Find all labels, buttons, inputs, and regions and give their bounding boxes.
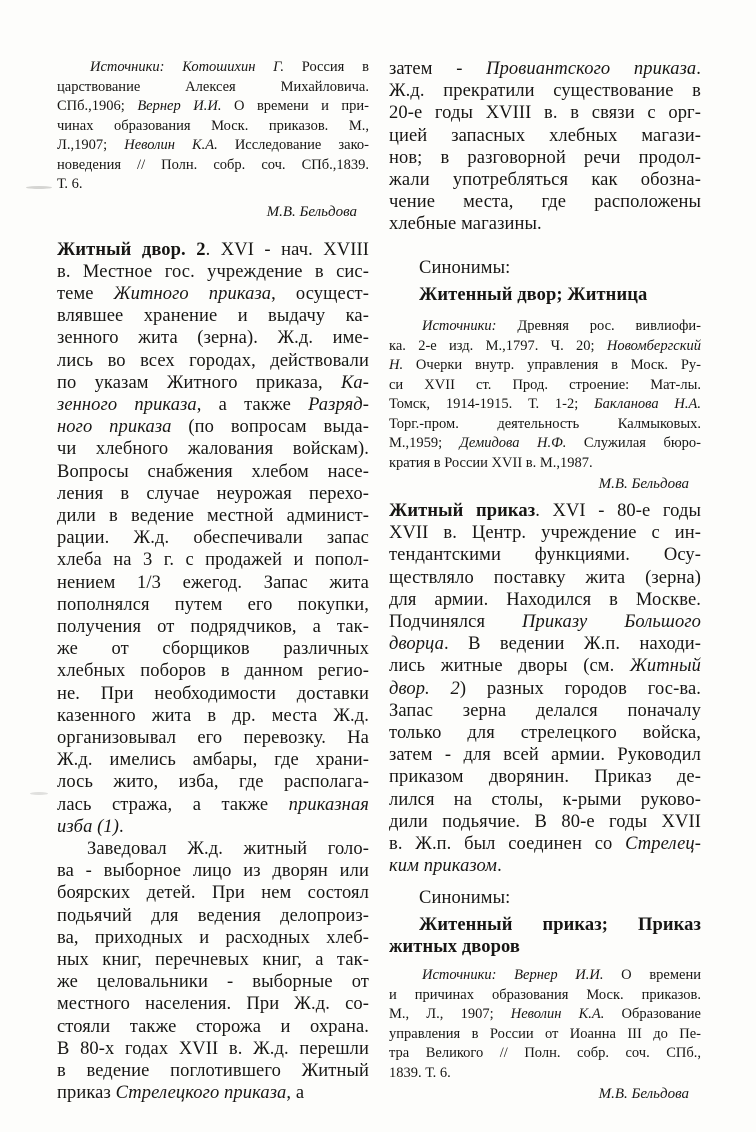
scan-artifact [30,792,48,795]
text-line: Запас зерна делался поначалу [389,700,701,721]
entry-zhitny-prikaz [389,500,701,877]
column-left [57,58,369,1104]
text-line: нов; в разговорной речи продол- [389,147,701,168]
text-line: в ведение поглотившего Житный [57,1061,369,1082]
text-line: стояли также сторожа и охрана. [57,1016,369,1037]
text-line: в. Местное гос. учреждение в сис- [57,261,369,282]
text-line: лился на столы, к-рыми руково- [389,789,701,810]
two-column-layout [57,58,701,1104]
text-line: местного населения. При Ж.д. со- [57,994,369,1015]
text-line: житных дворов [389,936,520,957]
text-line: ления в случае неурожая перехо- [57,483,369,504]
text-line: лось жито, изба, где располага- [57,772,369,793]
text-line: тра Великого // Полн. собр. соч. СПб., [389,1045,701,1062]
text-line: Синонимы: [419,888,511,909]
text-line: хлебных поборов в данном регио- [57,661,369,682]
text-line: Томск, 1914-1915. Т. 1-2; Бакланова Н.А. [389,396,701,413]
text-line: дили в ведение местной админист- [57,505,369,526]
text-line: царствование Алексея Михайловича. [57,78,369,95]
text-line: Синонимы: [419,257,511,278]
text-line: Житный приказ. XVI - 80-е годы [389,501,701,522]
text-line: только для стрелецкого войска, [389,723,701,744]
text-line: Источники: Котошихин Г. Россия в [90,59,369,75]
text-line: зенного приказа, а также Разряд- [57,394,369,415]
text-line: 1839. Т. 6. [389,1064,451,1081]
sources-zhitny-dvor-2 [389,317,701,473]
text-line: в. Ж.п. был соединен со Стрелец- [389,834,701,855]
text-line: хлебные магазины. [389,214,542,235]
text-line: ва - выборное лицо из дворян или [57,861,369,882]
text-line: Источники: Вернер И.И. О времени [422,967,702,984]
text-line: Т. 6. [57,176,83,192]
text-line: Источники: Древняя рос. вивлиофи- [422,318,701,335]
text-line: кратия в России XVII в. М.,1987. [389,454,593,471]
author-byline: М.В. Бельдова [266,203,357,220]
text-line: ва, приходных и расходных хлеб- [57,927,369,948]
text-line: управления в России от Иоанна III до Пе- [389,1025,701,1042]
column-right [389,58,701,1104]
text-line: Н. Очерки внутр. управления в Моск. Ру- [389,357,701,374]
text-line: ществляло поставку жита (зерна) [389,567,701,588]
text-line: же от сборщиков различных [57,639,369,660]
text-line: изба (1). [57,816,124,837]
text-line: лась стража, а также приказная [57,794,369,815]
text-line: XVII в. Центр. учреждение с ин- [389,523,701,544]
text-line: Торг.-пром. деятельность Калмыковых. [389,415,701,432]
text-line: зенного жита (зерна). Ж.д. име- [57,328,369,349]
text-line: Житенный приказ; Приказ [419,914,701,935]
text-line: тендантскими функциями. Осу- [389,545,701,566]
text-line: Заведовал Ж.д. житный голо- [87,838,369,859]
text-line: М., Л., 1907; Неволин К.А. Образование [389,1006,701,1023]
synonyms-terms [389,284,701,306]
text-line: новедения // Полн. собр. соч. СПб.,1839. [57,156,369,173]
text-line: лись во всех городах, действовали [57,350,369,371]
text-line: по указам Житного приказа, Ка- [57,372,369,393]
sources-zhitny-prikaz [389,966,701,1083]
text-line: чинах образования Моск. приказов. М., [57,117,369,134]
text-line: 20-е годы XVIII в. в связи с орг- [389,103,701,124]
text-line: М.,1959; Демидова Н.Ф. Служилая бюро- [389,435,702,452]
synonyms-label [389,887,701,909]
text-line: Ж.д. прекратили существование в [389,81,701,102]
text-line: ким приказом. [389,856,502,877]
scan-artifact [26,186,52,189]
text-line: СПб.,1906; Вернер И.И. О времени и при- [57,98,369,114]
synonyms-terms [389,914,701,958]
text-line: си XVII ст. Прод. строение: Мат-лы. [389,376,701,393]
text-line: же целовальники - выборные от [57,972,369,993]
text-line: Л.,1907; Неволин К.А. Исследование зако- [57,137,369,153]
text-line: казенного жита в др. места Ж.д. [57,705,369,726]
entry-zhitny-dvor-2-paragraph-2 [57,838,369,1104]
text-line: Житенный двор; Житница [419,284,648,305]
text-line: и причинах образования Моск. приказов. [389,986,701,1003]
text-line: Подчинялся Приказу Большого [389,612,701,633]
text-line: боярских детей. При нем состоял [57,883,369,904]
text-line: дворца. В ведении Ж.п. находи- [389,634,701,655]
text-line: рации. Ж.д. обеспечивали запас [57,528,369,549]
text-line: В 80-х годах XVII в. Ж.д. перешли [57,1038,369,1059]
synonyms-label [389,257,701,279]
author-byline: М.В. Бельдова [598,1086,689,1103]
text-line: получения от подрядчиков, а так- [57,616,369,637]
text-line: Ж.д. имелись амбары, где храни- [57,750,369,771]
text-line: для армии. Находился в Москве. [389,589,701,610]
text-line: ка. 2-е изд. М.,1797. Ч. 20; Новомбергский [389,337,701,354]
author-byline: М.В. Бельдова [598,476,689,493]
text-line: приказом дворянин. Приказ де- [389,767,701,788]
text-line: затем - Провиантского приказа. [389,59,701,79]
text-line: теме Житного приказа, осущест- [57,283,369,304]
text-line: дили подьячие. В 80-е годы XVII [389,811,701,832]
sources-zhitny-dvor-1 [57,58,369,195]
text-line: ных книг, перечневых книг, а так- [57,950,369,970]
text-line: лись житные дворы (см. Житный [389,656,701,677]
text-line: приказ Стрелецкого приказа, а [57,1083,305,1104]
entry-zhitny-dvor-2 [57,239,369,838]
text-line: чи хлебного жалования войскам). [57,439,369,460]
text-line: затем - для всей армии. Руководил [389,745,701,766]
text-line: не. При необходимости доставки [57,683,369,704]
text-line: Житный двор. 2. XVI - нач. XVIII [57,239,370,260]
text-line: Вопросы снабжения хлебом насе- [57,461,369,482]
text-line: чение места, где расположены [389,192,701,213]
text-line: нением 1/3 ежегод. Запас жита [57,572,369,593]
text-line: организовывал его перевозку. На [57,727,369,748]
text-line: двор. 2) разных городов гос-ва. [389,678,701,699]
entry-zhitny-dvor-2-continuation [389,58,701,236]
text-line: ного приказа (по вопросам выда- [57,417,369,438]
text-line: подьячий для ведения делопроиз- [57,905,369,926]
text-line: влявшее хранение и выдачу ка- [57,306,369,327]
text-line: пополнялся путем его покупки, [57,594,369,615]
text-line: цией запасных хлебных магази- [389,125,701,146]
text-line: хлеба на 3 г. с продажей и попол- [57,550,369,571]
text-line: жали употребляться как обозна- [389,170,701,191]
